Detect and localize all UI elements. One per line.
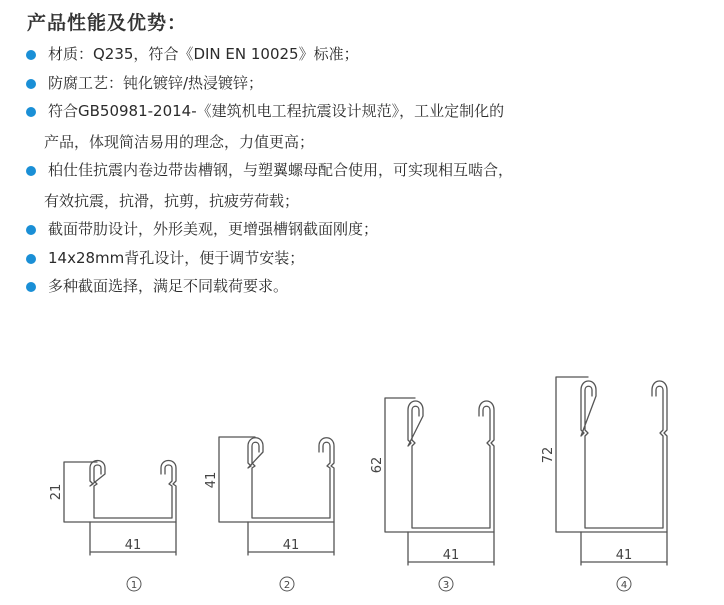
feature-text: 截面带肋设计，外形美观，更增强槽钢截面刚度； [48,220,379,238]
feature-text: 柏仕佳抗震内卷边带齿槽钢，与塑翼螺母配合使用，可实现相互啮合， [48,161,514,179]
feature-text: 材质：Q235，符合《DIN EN 10025》标准； [48,45,359,63]
profile-1-height-label: 21 [49,483,64,501]
profile-3-width-label: 41 [442,548,460,563]
profile-2-height-label: 41 [204,471,219,489]
feature-text: 14x28mm背孔设计，便于调节安装； [48,248,305,267]
feature-text-continued: 产品，体现简洁易用的理念，力值更高； [44,132,315,151]
profile-number-4: 4 [620,580,628,591]
profile-1-width-label: 41 [124,538,142,553]
channel-profile-2 [219,437,334,555]
profile-4-width-label: 41 [615,548,633,563]
profile-3-height-label: 62 [370,456,385,474]
feature-text: 防腐工艺：钝化镀锌/热浸镀锌； [48,73,264,92]
profile-number-3: 3 [442,580,450,591]
profile-number-1: 1 [130,580,138,591]
channel-profile-3 [385,398,494,565]
profile-number-2: 2 [283,580,291,591]
channel-profile-1 [64,461,176,556]
feature-text-continued: 有效抗震，抗滑，抗剪，抗疲劳荷载； [44,191,300,210]
page-title: 产品性能及优势： [27,12,188,34]
profile-4-height-label: 72 [541,446,556,464]
feature-text: 多种截面选择，满足不同载荷要求。 [48,277,289,295]
channel-profile-4 [556,377,667,565]
feature-text: 符合GB50981-2014-《建筑机电工程抗震设计规范》，工业定制化的 [48,102,505,120]
profile-2-width-label: 41 [282,538,300,553]
